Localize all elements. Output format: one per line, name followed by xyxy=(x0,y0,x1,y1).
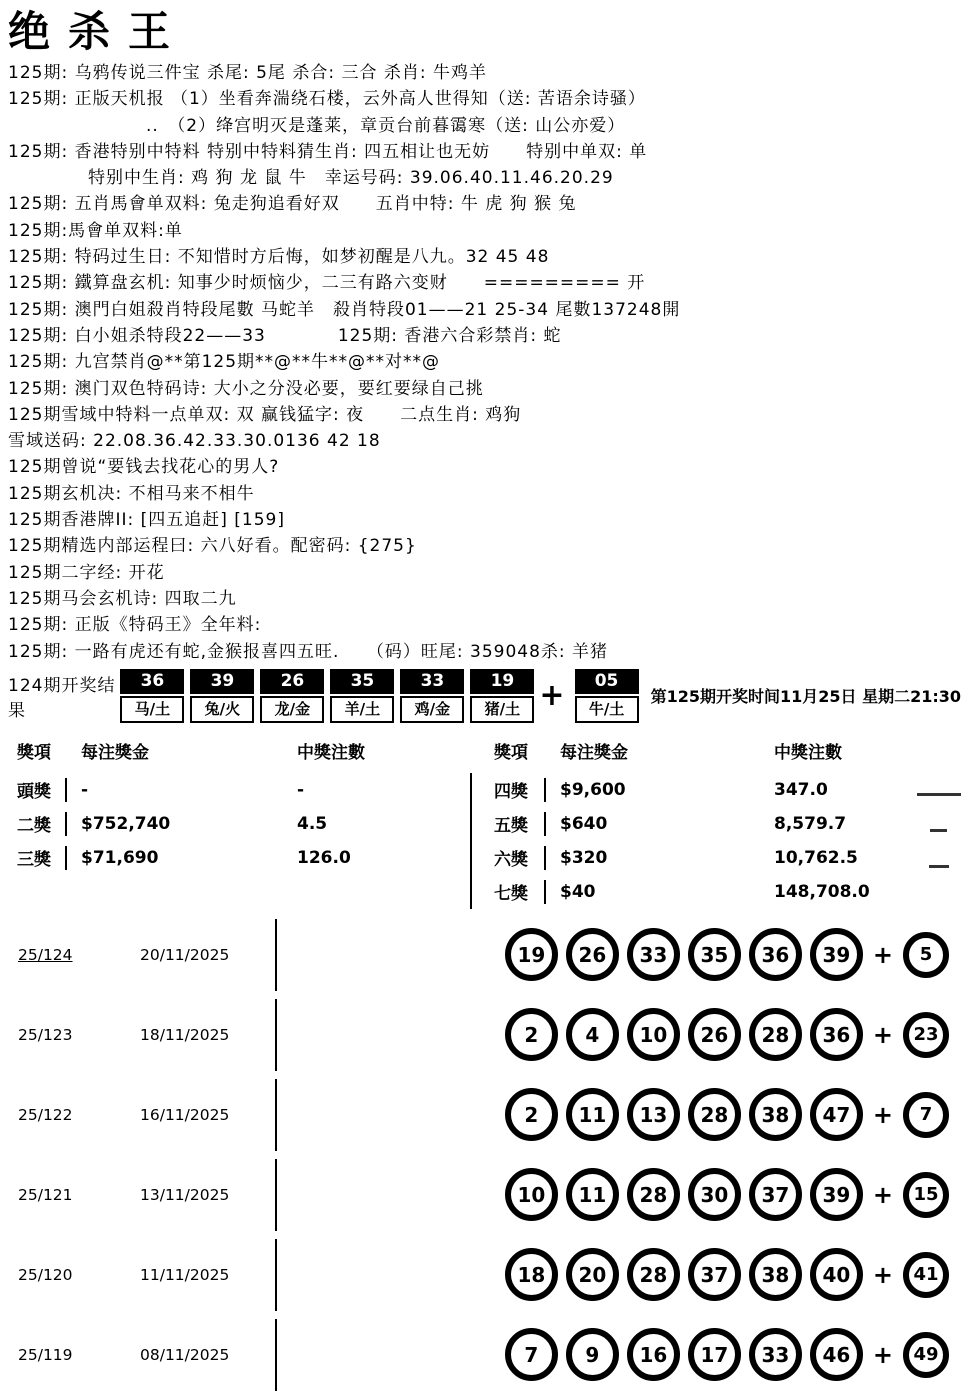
history-row xyxy=(0,995,961,1075)
prize-section xyxy=(0,735,961,909)
prize-tier-label xyxy=(494,777,560,802)
divider xyxy=(544,880,546,904)
history-period: 25/123 xyxy=(18,1025,73,1044)
divider xyxy=(275,999,277,1071)
result-ball-number: 39 xyxy=(190,669,254,694)
result-ball-zodiac: 羊/土 xyxy=(330,696,394,723)
divider xyxy=(544,812,546,836)
lottery-ball: 40 xyxy=(810,1248,863,1301)
lottery-special-ball: 7 xyxy=(903,1092,949,1138)
tip-line: 125期: 特码过生日: 不知惜时方后悔，如梦初醒是八九。32 45 48 xyxy=(8,247,550,268)
prize-table-rows xyxy=(470,773,910,909)
lottery-ball: 33 xyxy=(627,928,680,981)
result-section xyxy=(0,669,961,723)
prize-tier-label xyxy=(494,811,560,836)
tip-line: 125期: 澳門白姐殺肖特段尾數 马蛇羊 殺肖特段01——21 25-34 尾數137248開 xyxy=(8,299,681,320)
history-balls xyxy=(505,1088,961,1141)
plus-icon: + xyxy=(872,1260,893,1289)
prize-amount: $71,690 xyxy=(81,847,159,868)
tip-line: 125期: 九宫禁肖@**第125期**@**牛**@**对**@ xyxy=(8,352,441,373)
history-date: 16/11/2025 xyxy=(140,1105,230,1124)
lottery-ball: 33 xyxy=(749,1328,802,1381)
lottery-special-ball: 49 xyxy=(903,1332,949,1378)
prize-tier-text: 三獎 xyxy=(17,850,51,871)
history-balls xyxy=(505,1248,961,1301)
result-label: 124期开奖结果 xyxy=(8,675,116,721)
lottery-ball: 38 xyxy=(749,1088,802,1141)
tip-line: 特别中生肖: 鸡 狗 龙 鼠 牛 幸运号码: 39.06.40.11.46.20.29 xyxy=(88,168,614,189)
result-ball-zodiac: 牛/土 xyxy=(575,696,639,723)
tip-line: 125期香港牌II: [四五追赶] [159] xyxy=(8,510,285,531)
prize-row xyxy=(17,773,470,807)
result-ball-zodiac: 兔/火 xyxy=(190,696,254,723)
lottery-special-ball: 41 xyxy=(903,1252,949,1298)
prize-amount: $40 xyxy=(560,881,596,902)
history-period: 25/122 xyxy=(18,1105,73,1124)
lottery-ball: 2 xyxy=(505,1088,558,1141)
tip-line: 125期: 正版天机报 （1）坐看奔湍绕石楼，云外高人世得知（送: 苦语余诗骚） xyxy=(8,89,646,110)
divider xyxy=(275,1239,277,1311)
result-ball xyxy=(470,669,534,723)
tip-line: 125期马会玄机诗: 四取二九 xyxy=(8,588,237,609)
history-date: 20/11/2025 xyxy=(140,945,230,964)
lottery-ball: 28 xyxy=(627,1248,680,1301)
prize-tier-text: 五獎 xyxy=(494,816,528,837)
tips-list xyxy=(0,60,961,665)
result-ball-zodiac: 鸡/金 xyxy=(400,696,464,723)
prize-winners-count: 148,708.0 xyxy=(774,881,870,902)
history-row xyxy=(0,1075,961,1155)
prize-tier-label xyxy=(17,777,81,802)
prize-tier-text: 六獎 xyxy=(494,850,528,871)
prize-winners-count: 347.0 xyxy=(774,779,828,800)
tip-line: 125期二字经: 开花 xyxy=(8,562,165,583)
divider xyxy=(544,846,546,870)
history-row xyxy=(0,1315,961,1395)
page-title: 绝杀王 xyxy=(8,7,189,56)
result-ball xyxy=(575,669,639,723)
divider xyxy=(65,778,67,802)
prize-table-header xyxy=(470,735,910,767)
prize-header-cell: 中獎注數 xyxy=(297,743,365,764)
prize-winners-count: 126.0 xyxy=(297,847,351,868)
lottery-ball: 26 xyxy=(688,1008,741,1061)
history-date: 08/11/2025 xyxy=(140,1345,230,1364)
tip-line: 125期雪域中特料一点单双: 双 赢钱猛字: 夜 二点生肖: 鸡狗 xyxy=(8,404,522,425)
lottery-ball: 38 xyxy=(749,1248,802,1301)
prize-tier-text: 頭獎 xyxy=(17,782,51,803)
tip-line: .. （2）绛宫明灭是蓬莱，章贡台前暮霭寒（送: 山公亦爱） xyxy=(146,115,626,136)
lottery-ball: 18 xyxy=(505,1248,558,1301)
tip-line: 125期: 澳门双色特码诗: 大小之分没必要，要红要绿自己挑 xyxy=(8,378,484,399)
prize-winners-count: 8,579.7 xyxy=(774,813,847,834)
lottery-ball: 37 xyxy=(688,1248,741,1301)
lottery-ball: 28 xyxy=(688,1088,741,1141)
history-balls xyxy=(505,1008,961,1061)
history-row xyxy=(0,915,961,995)
prize-row xyxy=(494,875,910,909)
prize-row xyxy=(17,807,470,841)
lottery-special-ball: 15 xyxy=(903,1172,949,1218)
prize-amount: $9,600 xyxy=(560,779,626,800)
next-draw-time: 第125期开奖时间11月25日 星期二21:30 xyxy=(650,687,961,707)
edge-mark xyxy=(930,829,947,832)
lottery-ball: 9 xyxy=(566,1328,619,1381)
plus-icon: + xyxy=(539,677,565,713)
lottery-special-ball: 5 xyxy=(903,932,949,978)
lottery-ball: 28 xyxy=(627,1168,680,1221)
prize-table xyxy=(0,735,470,909)
result-ball-number: 36 xyxy=(120,669,184,694)
history-period: 25/120 xyxy=(18,1265,73,1284)
result-balls xyxy=(120,669,534,723)
prize-header-cell: 獎項 xyxy=(494,743,528,764)
prize-row xyxy=(17,841,470,875)
history-list xyxy=(0,915,961,1395)
result-ball xyxy=(260,669,324,723)
history-row xyxy=(0,1155,961,1235)
prize-amount: - xyxy=(81,779,89,800)
lottery-special-ball: 23 xyxy=(903,1012,949,1058)
lottery-ball: 10 xyxy=(505,1168,558,1221)
divider xyxy=(65,812,67,836)
history-row xyxy=(0,1235,961,1315)
prize-header-cell: 每注獎金 xyxy=(560,743,628,764)
divider xyxy=(544,778,546,802)
result-ball-zodiac: 龙/金 xyxy=(260,696,324,723)
lottery-ball: 10 xyxy=(627,1008,680,1061)
prize-amount: $320 xyxy=(560,847,608,868)
lottery-ball: 36 xyxy=(810,1008,863,1061)
tip-line: 125期: 正版《特码王》全年料: xyxy=(8,615,262,636)
lottery-ball: 2 xyxy=(505,1008,558,1061)
history-date: 11/11/2025 xyxy=(140,1265,230,1284)
plus-icon: + xyxy=(872,1020,893,1049)
history-balls xyxy=(505,1328,961,1381)
prize-tier-text: 四獎 xyxy=(494,782,528,803)
history-period: 25/121 xyxy=(18,1185,73,1204)
lottery-ball: 4 xyxy=(566,1008,619,1061)
result-ball-zodiac: 猪/土 xyxy=(470,696,534,723)
lottery-ball: 16 xyxy=(627,1328,680,1381)
prize-tier-label xyxy=(17,845,81,870)
prize-header-cell: 獎項 xyxy=(17,743,51,764)
lottery-ball: 11 xyxy=(566,1088,619,1141)
lottery-ball: 47 xyxy=(810,1088,863,1141)
prize-row xyxy=(494,773,910,807)
prize-tier-label xyxy=(494,879,560,904)
tip-line: 125期精选内部运程曰: 六八好看。配密码: {275} xyxy=(8,536,417,557)
tip-line: 125期: 香港特别中特料 特别中特料猜生肖: 四五相让也无妨 特别中单双: 单 xyxy=(8,141,648,162)
lottery-ball: 17 xyxy=(688,1328,741,1381)
history-balls xyxy=(505,1168,961,1221)
lottery-ball: 39 xyxy=(810,928,863,981)
lottery-ball: 37 xyxy=(749,1168,802,1221)
lottery-ball: 26 xyxy=(566,928,619,981)
lottery-ball: 11 xyxy=(566,1168,619,1221)
result-ball-number: 33 xyxy=(400,669,464,694)
prize-amount: $752,740 xyxy=(81,813,171,834)
lottery-ball: 36 xyxy=(749,928,802,981)
plus-icon: + xyxy=(872,1180,893,1209)
prize-row xyxy=(494,807,910,841)
result-ball-zodiac: 马/土 xyxy=(120,696,184,723)
lottery-ball: 19 xyxy=(505,928,558,981)
prize-tier-label xyxy=(494,845,560,870)
result-ball-number: 26 xyxy=(260,669,324,694)
history-date: 18/11/2025 xyxy=(140,1025,230,1044)
result-ball xyxy=(400,669,464,723)
tip-line: 125期: 一路有虎还有蛇,金猴报喜四五旺. （码）旺尾: 359048杀: 羊猪 xyxy=(8,641,609,662)
tip-line: 125期: 白小姐杀特段22——33 125期: 香港六合彩禁肖: 蛇 xyxy=(8,325,562,346)
history-period: 25/119 xyxy=(18,1345,73,1364)
prize-row xyxy=(494,841,910,875)
tip-line: 雪域送码: 22.08.36.42.33.30.0136 42 18 xyxy=(8,431,381,452)
divider xyxy=(275,1319,277,1391)
lottery-ball: 46 xyxy=(810,1328,863,1381)
lottery-ball: 35 xyxy=(688,928,741,981)
plus-icon: + xyxy=(872,1340,893,1369)
lottery-ball: 30 xyxy=(688,1168,741,1221)
result-ball xyxy=(190,669,254,723)
divider xyxy=(65,846,67,870)
divider xyxy=(275,919,277,991)
prize-tier-text: 七獎 xyxy=(494,884,528,905)
prize-table xyxy=(470,735,910,909)
prize-table-header xyxy=(17,735,470,767)
result-ball xyxy=(120,669,184,723)
history-date: 13/11/2025 xyxy=(140,1185,230,1204)
divider xyxy=(275,1159,277,1231)
prize-table-rows xyxy=(17,773,470,875)
result-ball-number: 35 xyxy=(330,669,394,694)
result-special-ball xyxy=(575,669,639,723)
prize-winners-count: 4.5 xyxy=(297,813,328,834)
prize-winners-count: 10,762.5 xyxy=(774,847,858,868)
tip-line: 125期曾说“要钱去找花心的男人? xyxy=(8,457,280,478)
tip-line: 125期: 鐵算盘玄机: 知事少时烦恼少，二三有路六变财 ========= 开 xyxy=(8,273,646,294)
tip-line: 125期玄机决: 不相马来不相牛 xyxy=(8,483,255,504)
result-ball xyxy=(330,669,394,723)
tip-line: 125期: 乌鸦传说三件宝 杀尾: 5尾 杀合: 三合 杀肖: 牛鸡羊 xyxy=(8,63,487,83)
edge-mark xyxy=(929,865,949,868)
prize-tier-label xyxy=(17,811,81,836)
prize-amount: $640 xyxy=(560,813,608,834)
lottery-ball: 7 xyxy=(505,1328,558,1381)
edge-mark xyxy=(917,793,961,796)
lottery-ball: 28 xyxy=(749,1008,802,1061)
divider xyxy=(275,1079,277,1151)
tip-line: 125期: 五肖馬會单双料: 兔走狗追看好双 五肖中特: 牛 虎 狗 猴 兔 xyxy=(8,194,577,215)
lottery-ball: 20 xyxy=(566,1248,619,1301)
prize-winners-count: - xyxy=(297,779,305,800)
result-ball-number: 19 xyxy=(470,669,534,694)
prize-header-cell: 每注獎金 xyxy=(81,743,149,764)
lottery-ball: 13 xyxy=(627,1088,680,1141)
lottery-ball: 39 xyxy=(810,1168,863,1221)
history-period[interactable]: 25/124 xyxy=(18,945,73,964)
plus-icon: + xyxy=(872,1100,893,1129)
result-ball-number: 05 xyxy=(575,669,639,694)
tip-line: 125期:馬會单双料:单 xyxy=(8,220,183,241)
plus-icon: + xyxy=(872,940,893,969)
prize-header-cell: 中獎注數 xyxy=(774,743,842,764)
history-balls xyxy=(505,928,961,981)
prize-tier-text: 二獎 xyxy=(17,816,51,837)
